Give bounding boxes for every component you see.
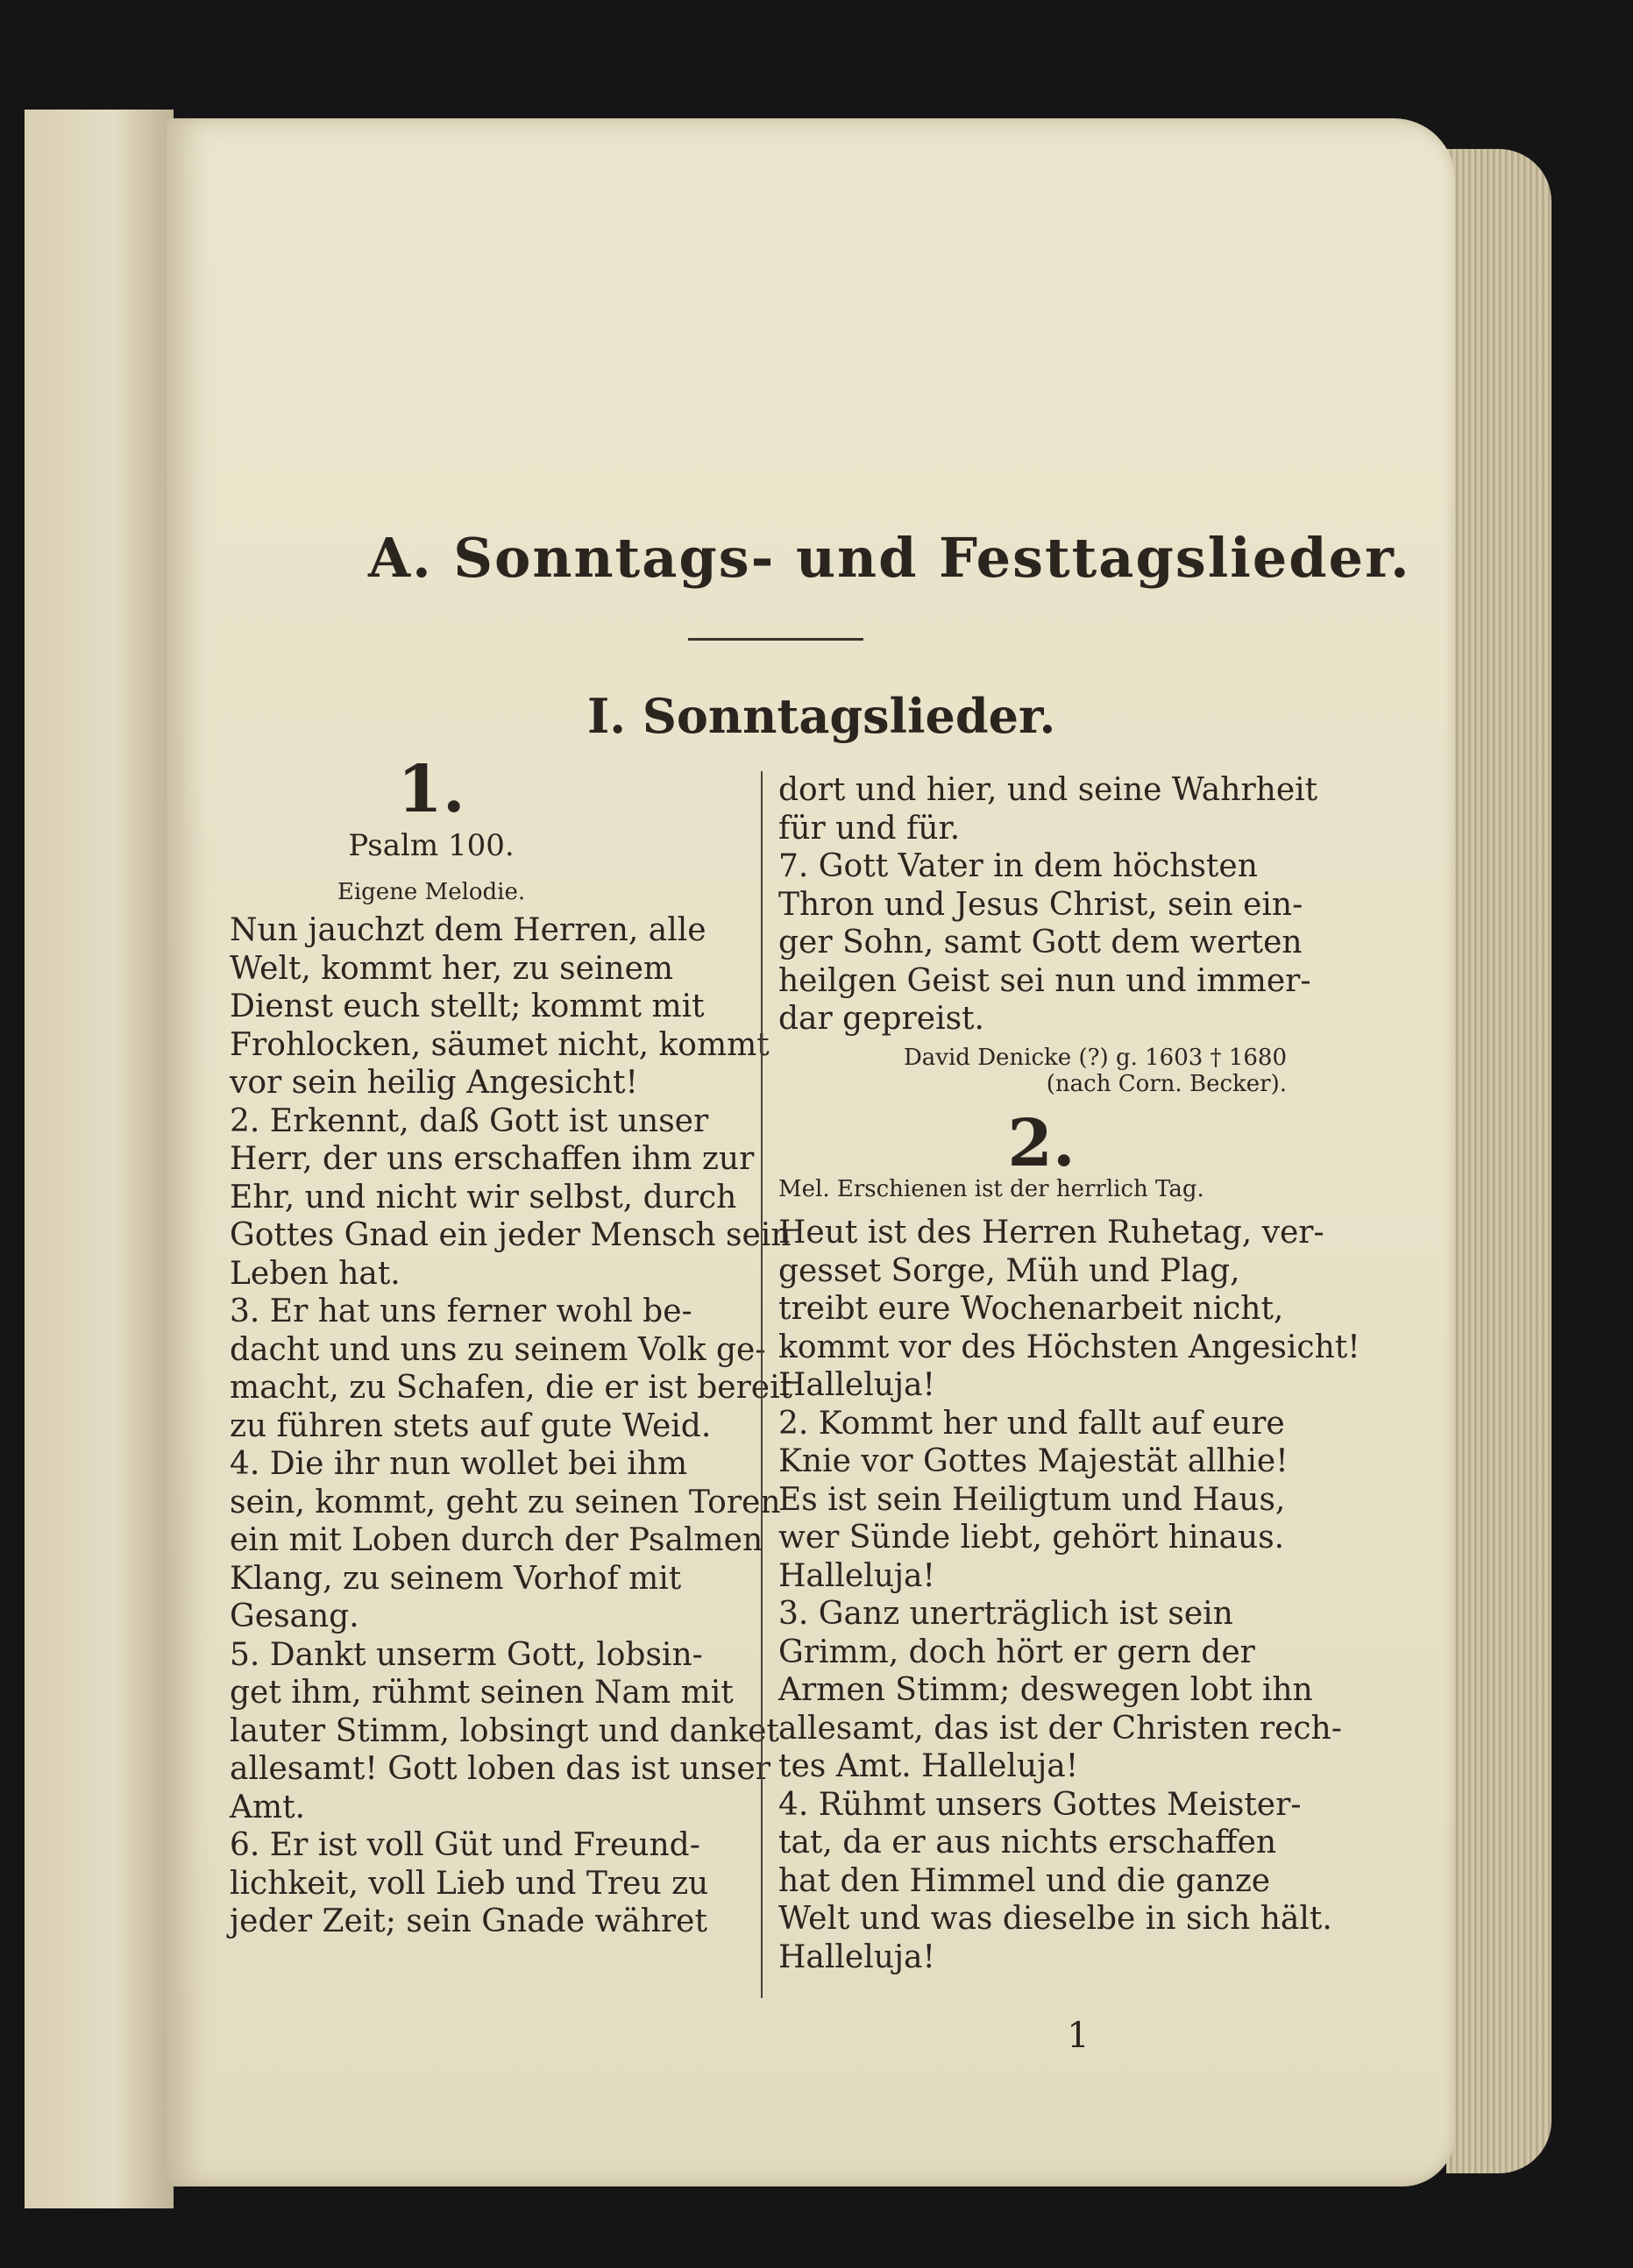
hymn-2-line: Halleluja! bbox=[778, 1367, 935, 1403]
hymn-1-continued-text bbox=[778, 771, 1318, 1038]
hymn-2-line: Halleluja! bbox=[778, 1557, 935, 1594]
part-title: A. Sonntags- und Festtagslieder. bbox=[368, 526, 1411, 590]
hymn-1-continued-line: dar gepreist. bbox=[778, 1001, 984, 1037]
hymn-1-attribution bbox=[778, 1045, 1287, 1097]
hymn-1-line: Amt. bbox=[230, 1789, 306, 1825]
hymn-1-line: macht, zu Schafen, die er ist bereit bbox=[230, 1370, 793, 1406]
hymn-1-line: Dienst euch stellt; kommt mit bbox=[230, 989, 705, 1024]
hymn-2-line: Halleluja! bbox=[778, 1938, 935, 1975]
hymn-1-line: Herr, der uns erschaffen ihm zur bbox=[230, 1141, 755, 1177]
hymn-2-line: Knie vor Gottes Majestät allhie! bbox=[778, 1443, 1289, 1479]
attribution-line-2: (nach Corn. Becker). bbox=[1046, 1071, 1287, 1097]
hymn-1-line: allesamt! Gott loben das ist unser bbox=[230, 1751, 770, 1787]
hymn-2-line: allesamt, das ist der Christen rech- bbox=[778, 1710, 1342, 1747]
hymn-2-melody: Mel. Erschienen ist der herrlich Tag. bbox=[778, 1176, 1204, 1202]
hymn-1-line: 5. Dankt unserm Gott, lobsin- bbox=[230, 1636, 703, 1673]
section-title: I. Sonntagslieder. bbox=[587, 688, 1056, 744]
attribution-line-1: David Denicke (?) g. 1603 † 1680 bbox=[903, 1045, 1287, 1071]
hymn-1-line: Gottes Gnad ein jeder Mensch sein bbox=[230, 1217, 792, 1253]
hymn-1-continued-line: ger Sohn, samt Gott dem werten bbox=[778, 925, 1303, 960]
hymn-1-continued-line: heilgen Geist sei nun und immer- bbox=[778, 962, 1311, 999]
hymn-2-line: tes Amt. Halleluja! bbox=[778, 1748, 1079, 1784]
hymn-1-psalm: Psalm 100. bbox=[348, 828, 515, 863]
hymn-1-line: 4. Die ihr nun wollet bei ihm bbox=[230, 1446, 688, 1482]
hymn-2-line: Welt und was dieselbe in sich hält. bbox=[778, 1901, 1332, 1937]
hymn-1-melody: Eigene Melodie. bbox=[337, 879, 526, 905]
hymn-2-line: tat, da er aus nichts erschaffen bbox=[778, 1825, 1277, 1860]
hymn-1-number: 1. bbox=[397, 752, 465, 827]
page-edges bbox=[1446, 149, 1551, 2173]
hymn-1-line: 6. Er ist voll Güt und Freund- bbox=[230, 1827, 700, 1863]
hymn-2-text bbox=[778, 1214, 1360, 1976]
hymn-2-line: 4. Rühmt unsers Gottes Meister- bbox=[778, 1786, 1302, 1823]
hymn-1-line: vor sein heilig Angesicht! bbox=[230, 1065, 638, 1101]
hymn-2-line: Heut ist des Herren Ruhetag, ver- bbox=[778, 1215, 1324, 1251]
hymn-1-line: zu führen stets auf gute Weid. bbox=[230, 1407, 712, 1444]
hymn-1-continued-line: für und für. bbox=[778, 810, 961, 847]
hymn-1-line: sein, kommt, geht zu seinen Toren bbox=[230, 1484, 781, 1520]
hymn-2-line: Grimm, doch hört er gern der bbox=[778, 1634, 1255, 1670]
hymn-1-line: 3. Er hat uns ferner wohl be- bbox=[230, 1293, 692, 1329]
hymn-1-line: lauter Stimm, lobsingt und danket bbox=[230, 1712, 779, 1749]
hymn-1-line: ein mit Loben durch der Psalmen bbox=[230, 1522, 763, 1558]
hymn-2-line: wer Sünde liebt, gehört hinaus. bbox=[778, 1520, 1285, 1556]
hymn-1-text bbox=[230, 911, 793, 1941]
hymn-1-line: dacht und uns zu seinem Volk ge- bbox=[230, 1331, 766, 1368]
title-rule bbox=[688, 638, 863, 641]
hymn-2-line: Es ist sein Heiligtum und Haus, bbox=[778, 1481, 1286, 1518]
page-number: 1 bbox=[1067, 2016, 1090, 2056]
hymn-2-line: Armen Stimm; deswegen lobt ihn bbox=[778, 1672, 1313, 1708]
hymn-1-line: get ihm, rühmt seinen Nam mit bbox=[230, 1675, 734, 1711]
hymn-2-line: kommt vor des Höchsten Angesicht! bbox=[778, 1329, 1360, 1365]
hymn-2-line: 2. Kommt her und fallt auf eure bbox=[778, 1405, 1285, 1442]
hymn-1-continued-line: 7. Gott Vater in dem höchsten bbox=[778, 848, 1258, 884]
hymn-1-line: Ehr, und nicht wir selbst, durch bbox=[230, 1179, 737, 1216]
hymn-2-line: treibt eure Wochenarbeit nicht, bbox=[778, 1291, 1284, 1327]
hymn-1-line: Welt, kommt her, zu seinem bbox=[230, 950, 674, 987]
hymn-2-line: hat den Himmel und die ganze bbox=[778, 1862, 1271, 1899]
hymn-2-line: gesset Sorge, Müh und Plag, bbox=[778, 1252, 1240, 1289]
hymn-1-line: Frohlocken, säumet nicht, kommt bbox=[230, 1026, 770, 1063]
hymn-1-continued-line: Thron und Jesus Christ, sein ein- bbox=[778, 886, 1303, 923]
column-divider bbox=[761, 771, 763, 1998]
hymn-1-continued-line: dort und hier, und seine Wahrheit bbox=[778, 772, 1318, 808]
hymn-1-line: Leben hat. bbox=[230, 1255, 401, 1292]
hymn-1-line: lichkeit, voll Lieb und Treu zu bbox=[230, 1865, 709, 1902]
hymn-2-number: 2. bbox=[1007, 1106, 1076, 1181]
hymn-1-line: Gesang. bbox=[230, 1598, 359, 1634]
hymn-2-line: 3. Ganz unerträglich ist sein bbox=[778, 1596, 1233, 1632]
hymn-1-line: Nun jauchzt dem Herren, alle bbox=[230, 912, 706, 948]
facing-page-edge bbox=[25, 110, 174, 2208]
hymn-1-line: 2. Erkennt, daß Gott ist unser bbox=[230, 1102, 709, 1139]
hymn-1-line: jeder Zeit; sein Gnade währet bbox=[230, 1903, 707, 1939]
hymn-1-line: Klang, zu seinem Vorhof mit bbox=[230, 1560, 682, 1597]
